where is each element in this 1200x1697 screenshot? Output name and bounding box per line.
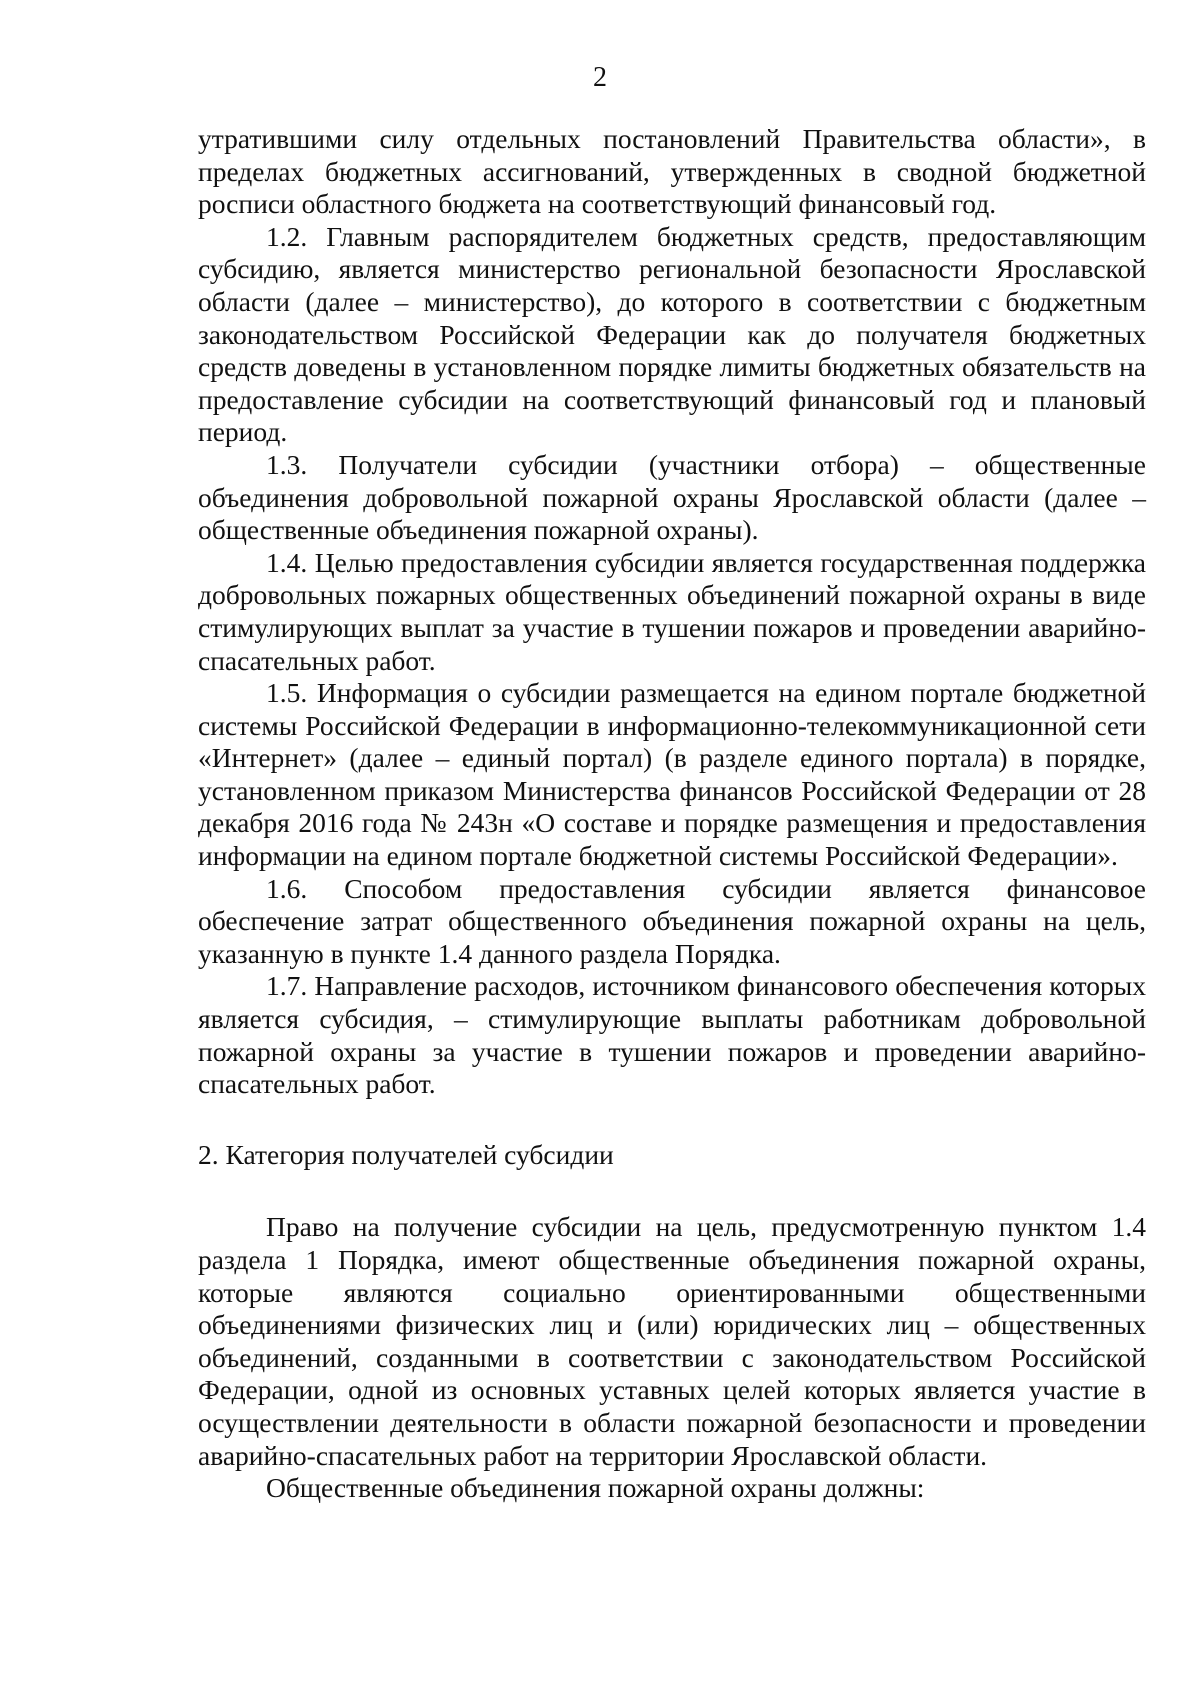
paragraph-1-5: 1.5. Информация о субсидии размещается на едином портале бюджетной системы Российской Федерации в информационно-телекоммуникационной сети «Интернет» (далее – единый портал) (в разделе единого портала) в порядке, установленном приказом Министерства финансов Российской Федерации от 28 декабря 2016 года № 243н «О составе и порядке размещения и предоставления информации на едином портале бюджетной системы Российской Федерации». (198, 677, 1146, 872)
paragraph-1-3: 1.3. Получатели субсидии (участники отбора) – общественные объединения добровольной пожарной охраны Ярославской области (далее – общественные объединения пожарной охраны). (198, 448, 1146, 546)
paragraph-1-7: 1.7. Направление расходов, источником финансового обеспечения которых является субсидия, – стимулирующие выплаты работникам добровольной пожарной охраны за участие в тушении пожаров и проведении аварийно-спасательных работ. (198, 970, 1146, 1100)
paragraph-1-4: 1.4. Целью предоставления субсидии является государственная поддержка добровольных пожарных общественных объединений пожарной охраны в виде стимулирующих выплат за участие в тушении пожаров и проведении аварийно-спасательных работ. (198, 546, 1146, 676)
paragraph-2-2: Общественные объединения пожарной охраны должны: (266, 1472, 925, 1504)
page-number: 2 (593, 62, 607, 93)
paragraph-2-1: Право на получение субсидии на цель, предусмотренную пунктом 1.4 раздела 1 Порядка, имеют общественные объединения пожарной охраны, которые являются социально ориентированными общественными объединениями физических лиц и (или) юридических лиц – общественных объединений, созданными в соответствии с законодательством Российской Федерации, одной из основных уставных целей которых является участие в осуществлении деятельности в области пожарной безопасности и проведении аварийно-спасательных работ на территории Ярославской области. (198, 1211, 1146, 1471)
section-2-heading: 2. Категория получателей субсидии (198, 1138, 614, 1170)
paragraph-1-2: 1.2. Главным распорядителем бюджетных средств, предоставляющим субсидию, является министерство региональной безопасности Ярославской области (далее – министерство), до которого в соответствии с бюджетным законодательством Российской Федерации как до получателя бюджетных средств доведены в установленном порядке лимиты бюджетных обязательств на предоставление субсидии на соответствующий финансовый год и плановый период. (198, 220, 1146, 448)
document-body (198, 123, 1146, 1505)
paragraph-continuation: утратившими силу отдельных постановлений Правительства области», в пределах бюджетных ассигнований, утвержденных в сводной бюджетной росписи областного бюджета на соответствующий финансовый год. (198, 123, 1146, 220)
paragraph-1-6: 1.6. Способом предоставления субсидии является финансовое обеспечение затрат общественного объединения пожарной охраны на цель, указанную в пункте 1.4 данного раздела Порядка. (198, 872, 1146, 969)
